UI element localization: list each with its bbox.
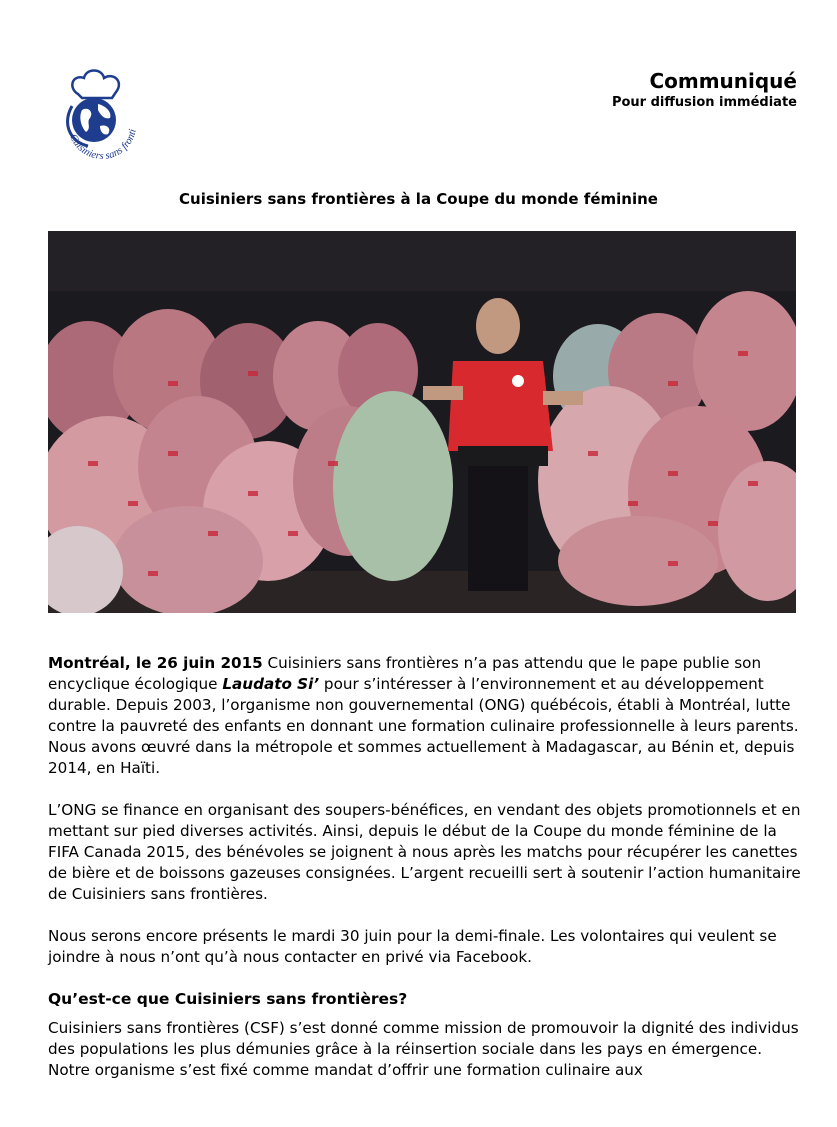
intro-text-b: pour s’intéresser à l’environnement et au développement durable. Depuis 2003, l’organisme non gouvernemental (ONG) québécois, établi à Montréal, lutte contre la pauvreté des enfants en donnant une formation culinaire professionnelle à leurs parents. Nous avons œuvré dans la métropole et sommes actuellement à Madagascar, au Bénin et, depuis 2014, en Haïti.	[48, 675, 799, 777]
body-text	[48, 653, 808, 1102]
chef-hat-globe-icon	[48, 66, 148, 166]
encyclical-title: Laudato Si’	[222, 675, 320, 693]
header-block	[612, 68, 797, 111]
svg-text:Cuisiniers sans frontières: Cuisiniers sans fronti	[67, 128, 139, 162]
organization-logo	[48, 66, 148, 166]
paragraph-financing: L’ONG se finance en organisant des soupers-bénéfices, en vendant des objets promotionnels et en mettant sur pied diverses activités. Ainsi, depuis le début de la Coupe du monde féminine de la FIFA Canada 2015, des bénévoles se joignent à nous après les matchs pour récupérer les canettes de bière et de boissons gazeuses consignées. L’argent recueilli sert à soutenir l’action humanitaire de Cuisiniers sans frontières.	[48, 801, 801, 903]
document-title: Cuisiniers sans frontières à la Coupe du monde féminine	[179, 190, 658, 208]
intro-text-a: Cuisiniers sans frontières n’a pas attendu que le pape publie son encyclique écologique	[48, 654, 762, 693]
dateline: Montréal, le 26 juin 2015	[48, 654, 263, 672]
diffusion-label: Pour diffusion immédiate	[611, 95, 797, 110]
section-heading: Qu’est-ce que Cuisiniers sans frontières?	[48, 990, 408, 1008]
paragraph-mission: Cuisiniers sans frontières (CSF) s’est donné comme mission de promouvoir la dignité des individus des populations les plus démunies grâce à la réinsertion sociale dans les pays en émergence. Notre organisme s’est fixé comme mandat d’offrir une formation culinaire aux	[48, 1019, 799, 1079]
main-photo	[48, 231, 796, 613]
photo-illustration	[48, 231, 796, 613]
paragraph-intro	[48, 653, 808, 779]
paragraph-volunteers: Nous serons encore présents le mardi 30 juin pour la demi-finale. Les volontaires qui veulent se joindre à nous n’ont qu’à nous contacter en privé via Facebook.	[48, 927, 777, 966]
communique-label: Communiqué	[649, 69, 797, 93]
